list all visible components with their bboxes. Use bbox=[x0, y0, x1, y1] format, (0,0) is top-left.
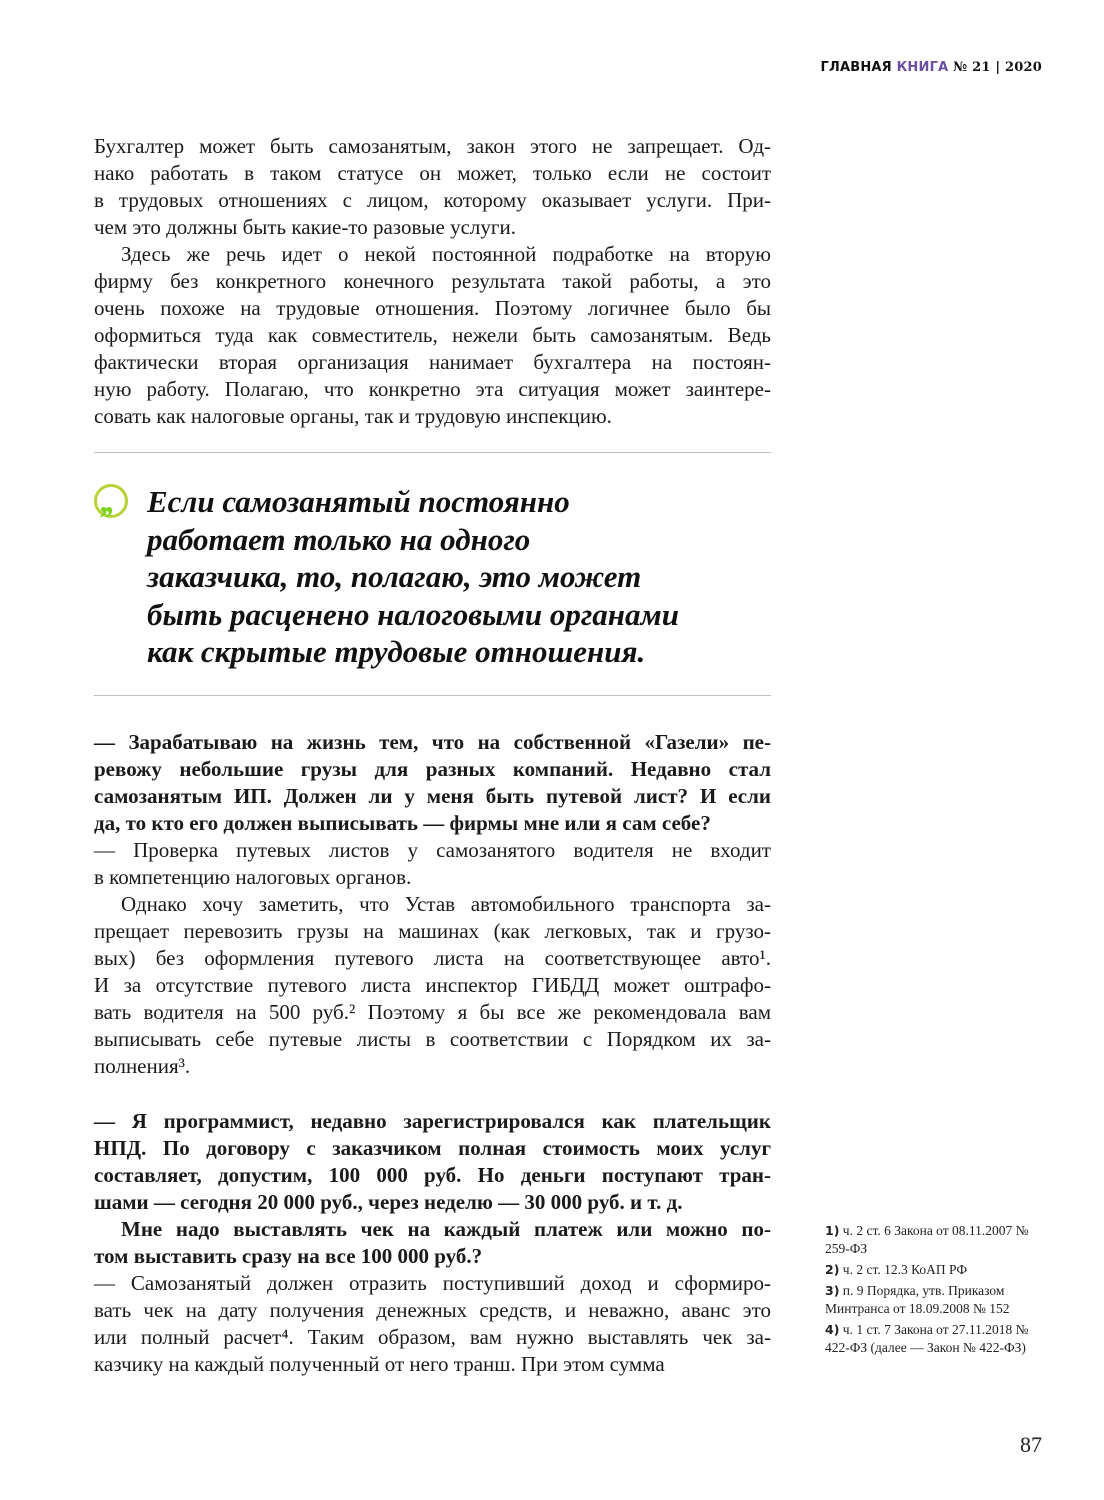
divider bbox=[94, 452, 771, 453]
footnote-number: 2) bbox=[825, 1262, 840, 1277]
magazine-title-accent: КНИГА bbox=[896, 60, 949, 75]
paragraph bbox=[94, 133, 771, 241]
pull-quote-line: Если самозанятый постоянно bbox=[147, 484, 570, 519]
text-line: в компетенцию налоговых органов. bbox=[94, 865, 412, 889]
text-line: Однако хочу заметить, что Устав автомобильного транспорта за- bbox=[121, 892, 771, 916]
text-line: И за отсутствие путевого листа инспектор ГИБДД может оштрафо- bbox=[94, 973, 771, 997]
text-line: — Проверка путевых листов у самозанятого водителя не входит bbox=[94, 838, 771, 862]
text-line: фактически вторая организация нанимает бухгалтера на постоян- bbox=[94, 350, 771, 374]
paragraph bbox=[94, 837, 771, 891]
text-line: вать водителя на 500 руб.² Поэтому я бы все же рекомендовала вам bbox=[94, 1000, 771, 1024]
text-line: Бухгалтер может быть самозанятым, закон этого не запрещает. Од- bbox=[94, 134, 771, 158]
page-number: 87 bbox=[1020, 1432, 1042, 1457]
footnote bbox=[825, 1321, 1055, 1357]
text-line: оформиться туда как совместитель, нежели быть самозанятым. Ведь bbox=[94, 323, 771, 347]
text-line: ревожу небольшие грузы для разных компаний. Недавно стал bbox=[94, 757, 771, 781]
question-paragraph bbox=[94, 1216, 771, 1270]
text-line: составляет, допустим, 100 000 руб. Но деньги поступают тран- bbox=[94, 1163, 771, 1187]
text-line: прещает перевозить грузы на машинах (как легковых, так и грузо- bbox=[94, 919, 771, 943]
question-answer-1 bbox=[94, 729, 771, 1080]
pull-quote bbox=[147, 483, 679, 671]
text-line: шами — сегодня 20 000 руб., через неделю — 30 000 руб. и т. д. bbox=[94, 1190, 683, 1214]
text-line: Здесь же речь идет о некой постоянной подработке на вторую bbox=[121, 242, 771, 266]
text-line: — Зарабатываю на жизнь тем, что на собственной «Газели» пе- bbox=[94, 730, 771, 754]
text-line: совать как налоговые органы, так и трудовую инспекцию. bbox=[94, 404, 612, 428]
text-line: или полный расчет⁴. Таким образом, вам нужно выставлять чек за- bbox=[94, 1325, 771, 1349]
text-line: ную работу. Полагаю, что конкретно эта ситуация может заинтере- bbox=[94, 377, 771, 401]
divider bbox=[94, 695, 771, 696]
footnote-text: ч. 1 ст. 7 Закона от 27.11.2018 № 422-ФЗ (далее — Закон № 422-ФЗ) bbox=[825, 1322, 1029, 1355]
footnote-number: 3) bbox=[825, 1283, 840, 1298]
footnote bbox=[825, 1261, 1055, 1279]
text-line: Мне надо выставлять чек на каждый платеж или можно по- bbox=[121, 1217, 771, 1241]
running-header bbox=[820, 60, 1042, 75]
footnote-text: п. 9 Порядка, утв. Приказом Минтранса от 18.09.2008 № 152 bbox=[825, 1283, 1010, 1316]
text-line: да, то кто его должен выписывать — фирмы мне или я сам себе? bbox=[94, 811, 711, 835]
text-line: полнения³. bbox=[94, 1054, 191, 1078]
footnote bbox=[825, 1282, 1055, 1318]
footnote-number: 1) bbox=[825, 1223, 840, 1238]
text-line: нако работать в таком статусе он может, только если не состоит bbox=[94, 161, 771, 185]
text-line: самозанятым ИП. Должен ли у меня быть путевой лист? И если bbox=[94, 784, 771, 808]
pull-quote-line: заказчика, то, полагаю, это может bbox=[147, 559, 642, 594]
footnote-text: ч. 2 ст. 12.3 КоАП РФ bbox=[842, 1262, 967, 1277]
quote-mark-icon: ,, bbox=[94, 484, 128, 518]
footnote-number: 4) bbox=[825, 1322, 840, 1337]
question-paragraph bbox=[94, 729, 771, 837]
question-answer-2 bbox=[94, 1108, 771, 1378]
paragraph bbox=[94, 1270, 771, 1378]
question-paragraph bbox=[94, 1108, 771, 1216]
text-line: очень похоже на трудовые отношения. Поэтому логичнее было бы bbox=[94, 296, 771, 320]
text-line: казчику на каждый полученный от него транш. При этом сумма bbox=[94, 1352, 665, 1376]
pull-quote-line: работает только на одного bbox=[147, 521, 531, 557]
text-line: вых) без оформления путевого листа на соответствующее авто¹. bbox=[94, 946, 771, 970]
magazine-title: ГЛАВНАЯ bbox=[820, 60, 892, 75]
text-line: НПД. По договору с заказчиком полная стоимость моих услуг bbox=[94, 1136, 771, 1160]
paragraph bbox=[94, 241, 771, 430]
footnotes bbox=[825, 1222, 1055, 1360]
text-line: чем это должны быть какие-то разовые услуги. bbox=[94, 215, 516, 239]
text-line: в трудовых отношениях с лицом, которому оказывает услуги. При- bbox=[94, 188, 771, 212]
footnote-text: ч. 2 ст. 6 Закона от 08.11.2007 № 259-ФЗ bbox=[825, 1223, 1029, 1256]
text-line: фирму без конкретного конечного результата такой работы, а это bbox=[94, 269, 771, 293]
paragraph bbox=[94, 891, 771, 1080]
text-line: — Я программист, недавно зарегистрировался как плательщик bbox=[94, 1109, 771, 1133]
pull-quote-line: быть расценено налоговыми органами bbox=[147, 596, 679, 632]
pull-quote-line: как скрытые трудовые отношения. bbox=[147, 634, 646, 669]
article-section-1 bbox=[94, 133, 771, 430]
text-line: — Самозанятый должен отразить поступивший доход и сформиро- bbox=[94, 1271, 771, 1295]
issue-number: № 21 | 2020 bbox=[953, 60, 1042, 75]
text-line: том выставить сразу на все 100 000 руб.? bbox=[94, 1244, 483, 1268]
footnote bbox=[825, 1222, 1055, 1258]
text-line: выписывать себе путевые листы в соответствии с Порядком их за- bbox=[94, 1027, 771, 1051]
text-line: вать чек на дату получения денежных средств, и неважно, аванс это bbox=[94, 1298, 771, 1322]
